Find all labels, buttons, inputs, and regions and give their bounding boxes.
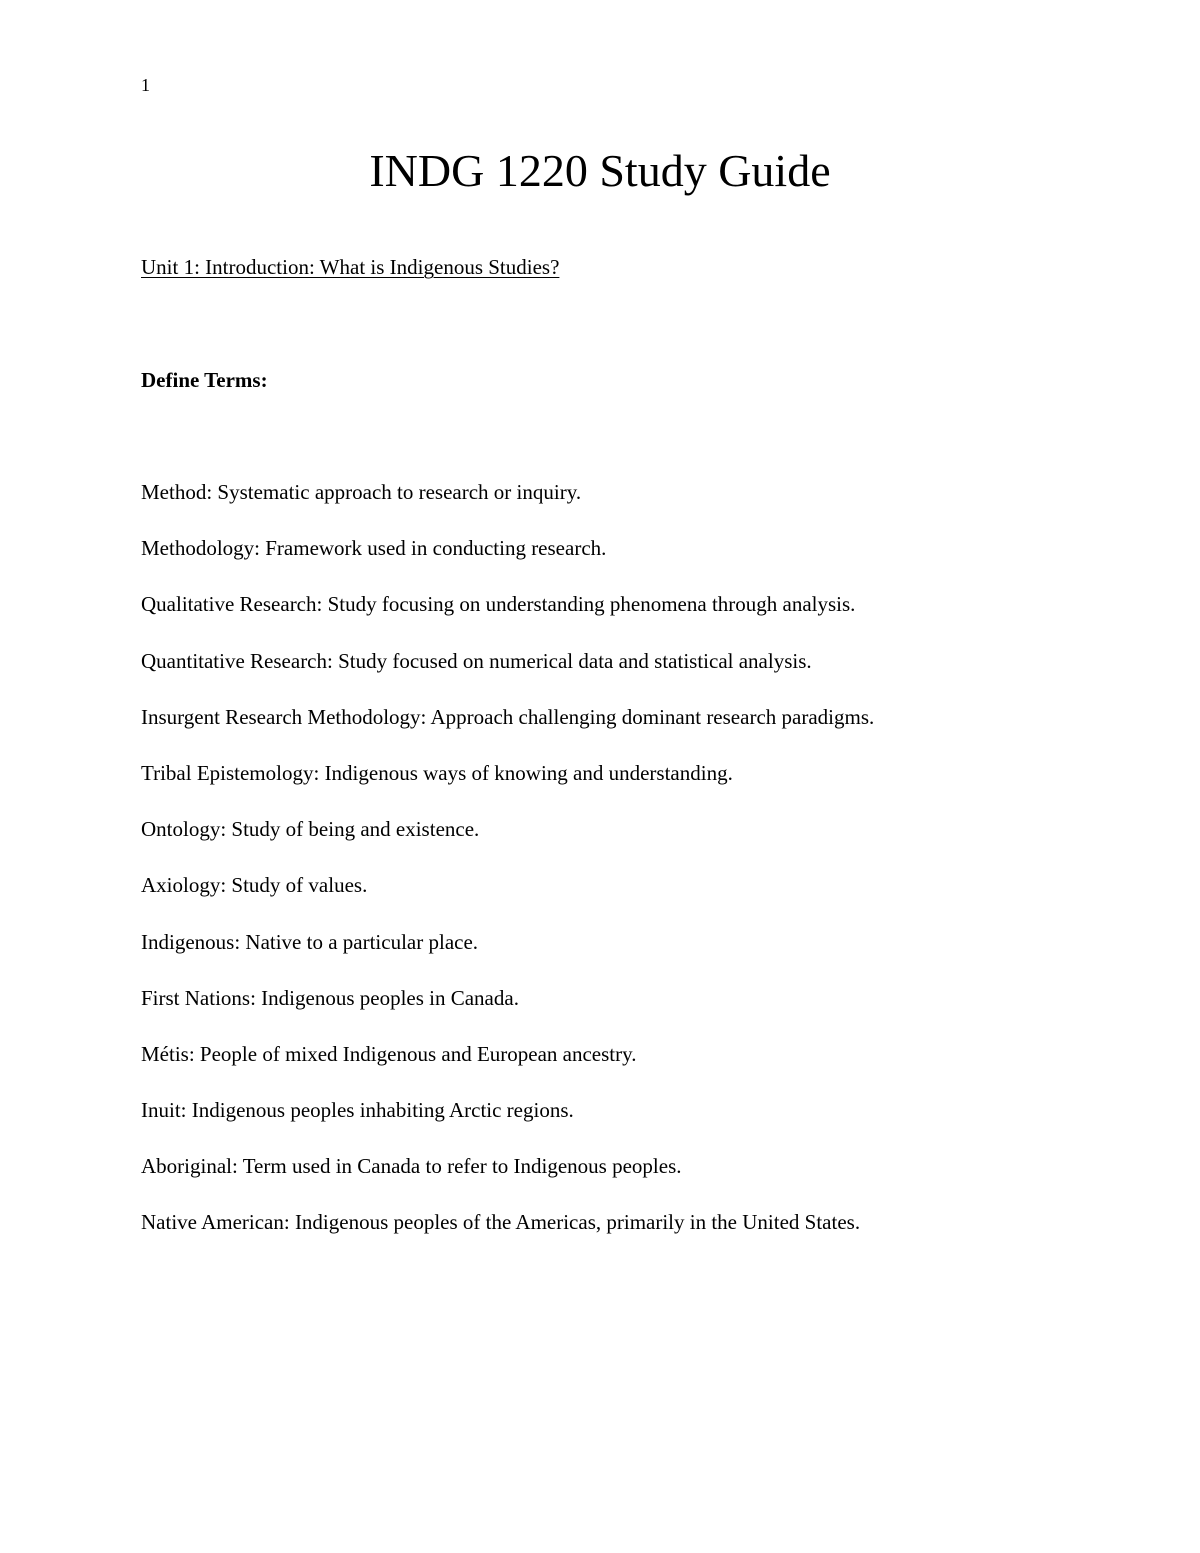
term-axiology: Axiology: Study of values. [141, 873, 368, 898]
term-methodology: Methodology: Framework used in conducting research. [141, 536, 607, 561]
term-aboriginal: Aboriginal: Term used in Canada to refer to Indigenous peoples. [141, 1154, 682, 1179]
term-metis: Métis: People of mixed Indigenous and European ancestry. [141, 1041, 637, 1066]
term-inuit: Inuit: Indigenous peoples inhabiting Arctic regions. [141, 1098, 574, 1123]
term-quantitative-research: Quantitative Research: Study focused on numerical data and statistical analysis. [141, 648, 812, 673]
section-label: Define Terms: [141, 368, 268, 392]
term-qualitative-research: Qualitative Research: Study focusing on understanding phenomena through analysis. [141, 592, 856, 617]
term-method: Method: Systematic approach to research or inquiry. [141, 480, 582, 504]
term-ontology: Ontology: Study of being and existence. [141, 817, 480, 842]
term-indigenous: Indigenous: Native to a particular place. [141, 929, 479, 954]
term-native-american: Native American: Indigenous peoples of the Americas, primarily in the United States. [141, 1210, 861, 1235]
term-tribal-epistemology: Tribal Epistemology: Indigenous ways of knowing and understanding. [141, 760, 733, 785]
term-first-nations: First Nations: Indigenous peoples in Canada. [141, 985, 519, 1010]
page-number: 1 [141, 75, 150, 95]
term-list [141, 478, 874, 1265]
document-title: INDG 1220 Study Guide [369, 145, 831, 196]
unit-heading: Unit 1: Introduction: What is Indigenous Studies? [141, 255, 560, 279]
term-insurgent-research-methodology: Insurgent Research Methodology: Approach challenging dominant research paradigms. [141, 704, 875, 729]
